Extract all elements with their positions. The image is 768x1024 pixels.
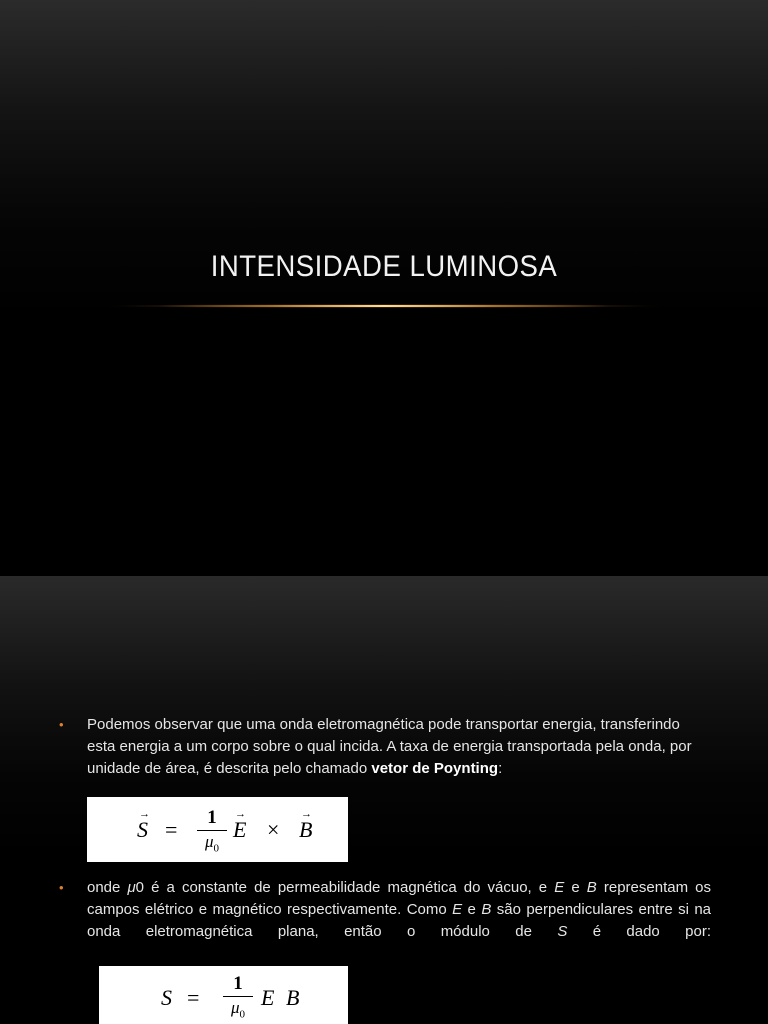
formula-lhs [137, 808, 150, 843]
mu-symbol: μ [127, 879, 136, 896]
fraction-denominator [223, 998, 253, 1024]
formula-equals: = [187, 985, 200, 1010]
bullet-permeability [59, 877, 711, 943]
bullet-icon: • [59, 880, 64, 895]
fraction-bar [223, 996, 253, 997]
content-slide [0, 576, 768, 1024]
formula-fraction [223, 973, 253, 1024]
bullet-text-part: : [498, 760, 503, 777]
formula-b-field [299, 808, 313, 843]
fraction-numerator: 1 [233, 973, 243, 994]
vector-arrow-icon: → [301, 808, 312, 820]
fraction-denominator-symbol: μ [230, 998, 240, 1017]
bullet-text [87, 714, 711, 780]
bullet-icon: • [59, 717, 64, 732]
title-underline [160, 305, 608, 307]
bullet-text-part: é dado por: [567, 923, 711, 940]
bold-term: vetor de Poynting [371, 760, 499, 777]
bullet-text-part: e [564, 879, 587, 896]
fraction-denominator-subscript: 0 [213, 842, 220, 855]
formula-lhs: S [161, 985, 172, 1010]
poynting-magnitude-formula [99, 966, 348, 1024]
formula-rhs: E B [261, 985, 303, 1010]
bullet-text-part: e [462, 901, 482, 918]
e-symbol: E [554, 879, 565, 896]
fraction-denominator-symbol: μ [204, 832, 214, 851]
fraction-denominator [197, 832, 227, 858]
poynting-vector-formula [87, 797, 348, 862]
formula-fraction [197, 807, 227, 858]
bullet-text-part: 0 é a constante de permeabilidade magnética do vácuo, e [135, 879, 555, 896]
e-symbol: E [452, 901, 463, 918]
formula-equals: = [165, 817, 178, 842]
vector-arrow-icon: → [139, 808, 150, 820]
bullet-text-part: onde [87, 879, 128, 896]
fraction-denominator-subscript: 0 [239, 1008, 246, 1021]
bullet-text-part: são perpendiculares entre si na onda eletromagnética plana, então o módulo de [87, 901, 712, 940]
bullet-text-part: representam os campos elétrico e magnético respectivamente. Como [87, 879, 711, 918]
b-symbol: B [481, 901, 492, 918]
vector-arrow-icon: → [235, 808, 246, 820]
bullet-text [87, 877, 711, 943]
formula-cross: × [267, 817, 280, 842]
fraction-bar [197, 830, 227, 831]
formula-lhs-symbol: S [137, 817, 148, 842]
formula-e-symbol: E [233, 817, 247, 842]
bullet-poynting-intro [59, 714, 711, 780]
formula-e-field [233, 808, 247, 843]
formula-b-symbol: B [299, 817, 313, 842]
fraction-numerator: 1 [207, 807, 217, 828]
s-symbol: S [557, 923, 568, 940]
bullet-text-part: Podemos observar que uma onda eletromagnética pode transportar energia, transferindo esta energia a um corpo sobre o qual incida. A taxa de energia transportada pela onda, por unidade de área, é descrita pelo chamado [87, 716, 692, 777]
b-symbol: B [586, 879, 597, 896]
slide-title: INTENSIDADE LUMINOSA [210, 250, 558, 283]
